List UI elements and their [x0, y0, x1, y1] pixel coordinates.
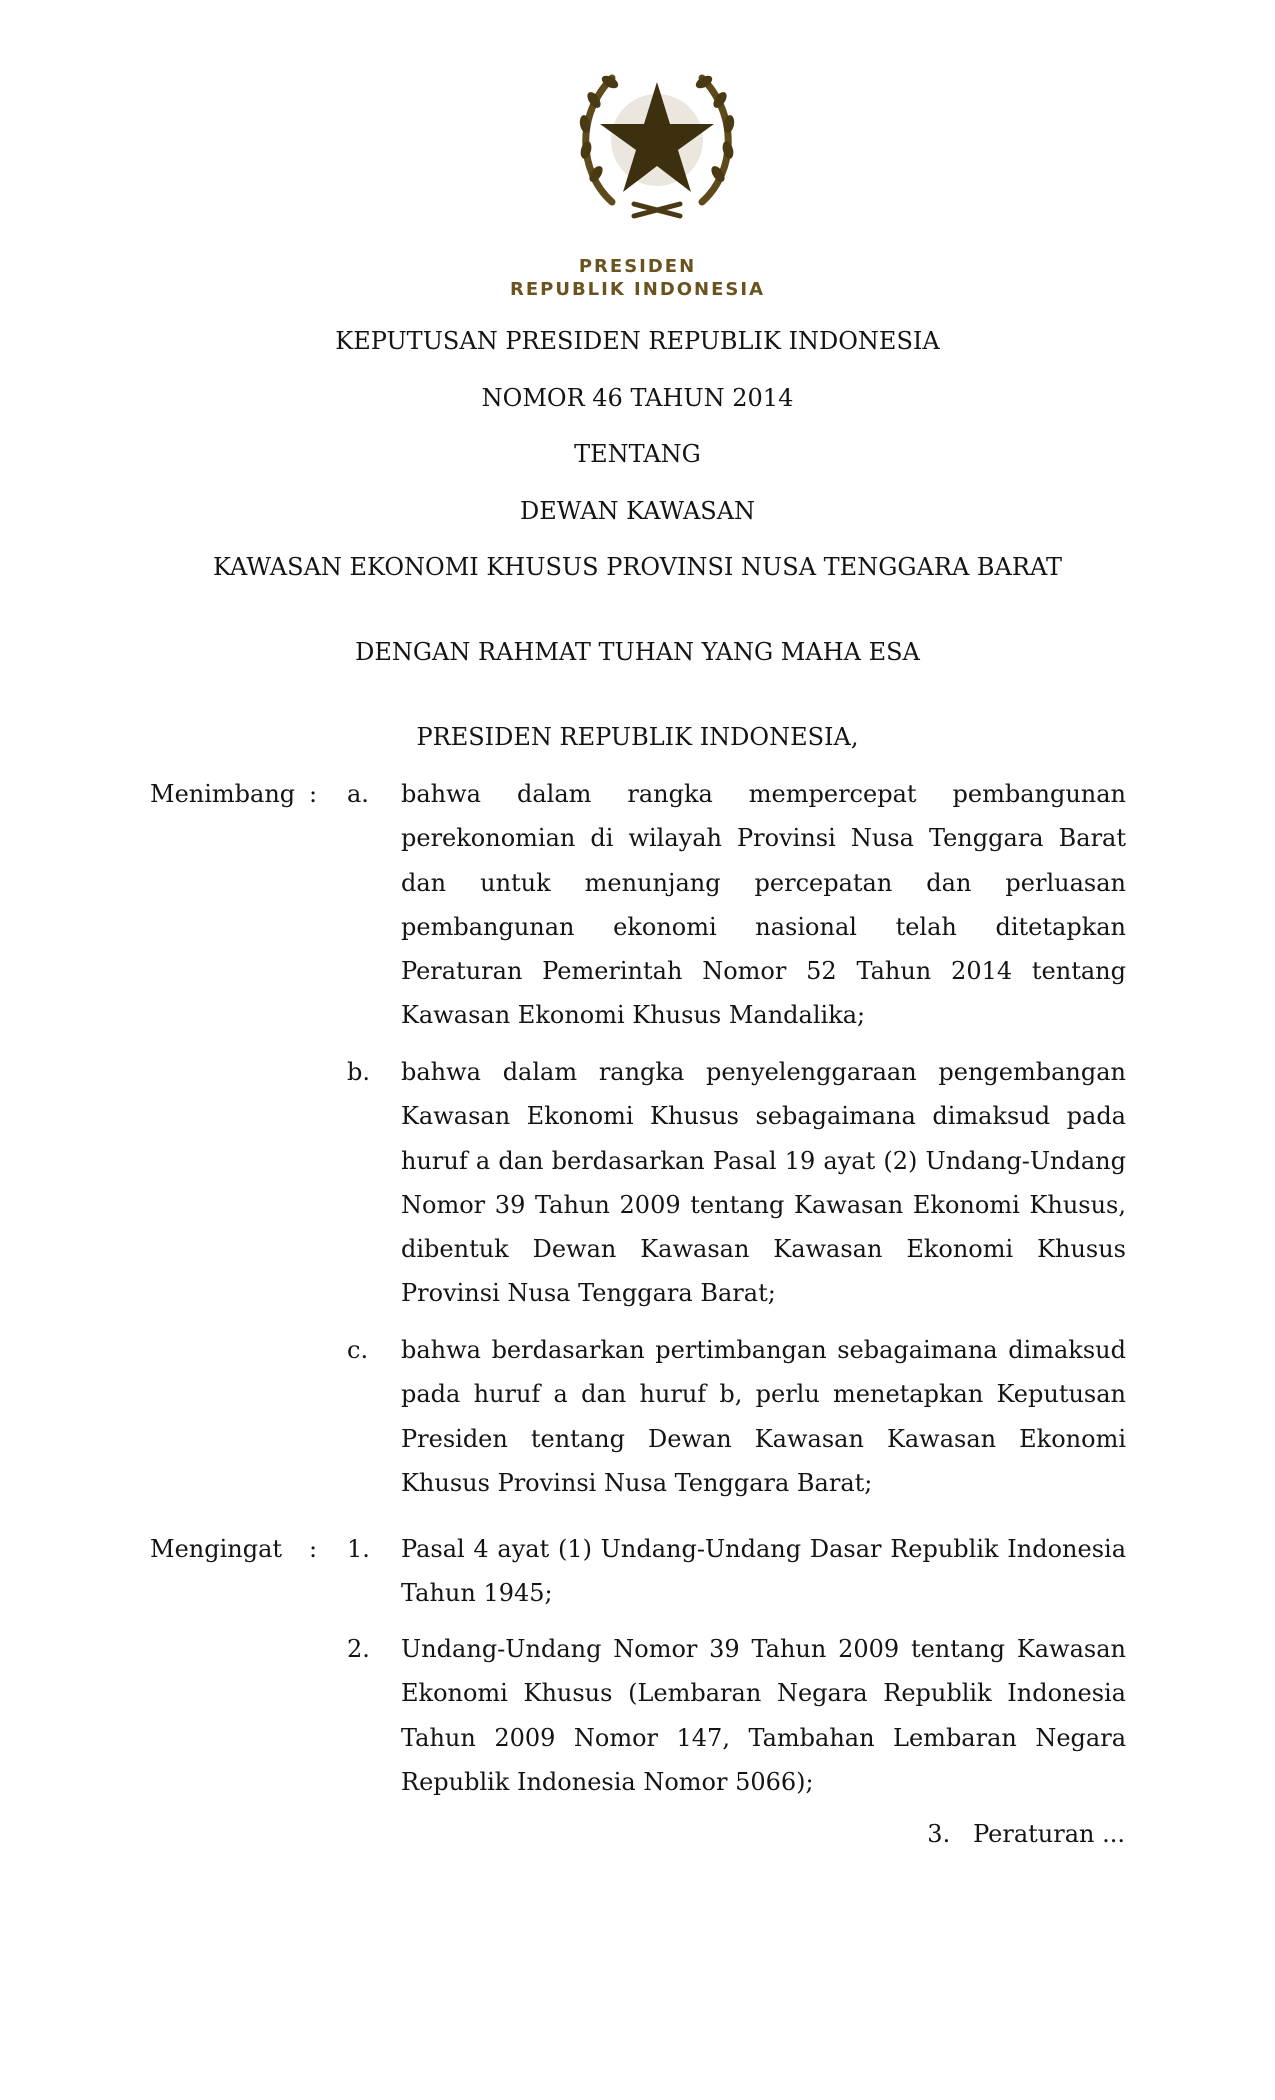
- decree-title: KEPUTUSAN PRESIDEN REPUBLIK INDONESIA: [335, 327, 940, 355]
- emblem-caption-line1: PRESIDEN: [578, 256, 697, 277]
- mengingat-item-text: Pasal 4 ayat (1) Undang-Undang Dasar Republik Indonesia Tahun 1945;: [401, 1535, 1126, 1608]
- mengingat-item-marker: 1.: [347, 1535, 370, 1563]
- decree-subject-line1: DEWAN KAWASAN: [519, 497, 756, 525]
- decree-subject-line2: KAWASAN EKONOMI KHUSUS PROVINSI NUSA TENGGARA BARAT: [213, 553, 1062, 581]
- mengingat-item-marker: 2.: [347, 1635, 370, 1663]
- menimbang-item-marker: b.: [347, 1058, 370, 1086]
- emblem-caption-line2: REPUBLIK INDONESIA: [509, 279, 766, 300]
- menimbang-item-text: bahwa berdasarkan pertimbangan sebagaimana dimaksud pada huruf a dan huruf b, perlu menetapkan Keputusan Presiden tentang Dewan Kawasan Kawasan Ekonomi Khusus Provinsi Nusa Tenggara Barat;: [401, 1336, 1126, 1497]
- president-line: PRESIDEN REPUBLIK INDONESIA,: [416, 723, 859, 751]
- decree-about: TENTANG: [574, 440, 701, 468]
- mengingat-colon: :: [309, 1535, 318, 1563]
- menimbang-item-text: bahwa dalam rangka penyelenggaraan pengembangan Kawasan Ekonomi Khusus sebagaimana dimaksud pada huruf a dan berdasarkan Pasal 19 ayat (2) Undang-Undang Nomor 39 Tahun 2009 tentang Kawasan Ekonomi Khusus, dibentuk Dewan Kawasan Kawasan Ekonomi Khusus Provinsi Nusa Tenggara Barat;: [401, 1058, 1126, 1308]
- menimbang-label: Menimbang: [150, 780, 296, 808]
- menimbang-item-marker: a.: [347, 780, 369, 808]
- page-continuation: 3. Peraturan ...: [927, 1820, 1125, 1848]
- decree-number: NOMOR 46 TAHUN 2014: [481, 384, 794, 412]
- menimbang-colon: :: [309, 780, 318, 808]
- menimbang-item-text: bahwa dalam rangka mempercepat pembangunan perekonomian di wilayah Provinsi Nusa Tenggara Barat dan untuk menunjang percepatan dan perluasan pembangunan ekonomi nasional telah ditetapkan Peraturan Pemerintah Nomor 52 Tahun 2014 tentang Kawasan Ekonomi Khusus Mandalika;: [401, 780, 1126, 1030]
- presidential-seal-icon: [572, 52, 742, 222]
- menimbang-item-marker: c.: [347, 1336, 369, 1364]
- mengingat-label: Mengingat: [150, 1535, 283, 1563]
- blessing-line: DENGAN RAHMAT TUHAN YANG MAHA ESA: [355, 638, 920, 666]
- mengingat-item-text: Undang-Undang Nomor 39 Tahun 2009 tentang Kawasan Ekonomi Khusus (Lembaran Negara Republik Indonesia Tahun 2009 Nomor 147, Tambahan Lembaran Negara Republik Indonesia Nomor 5066);: [401, 1635, 1126, 1796]
